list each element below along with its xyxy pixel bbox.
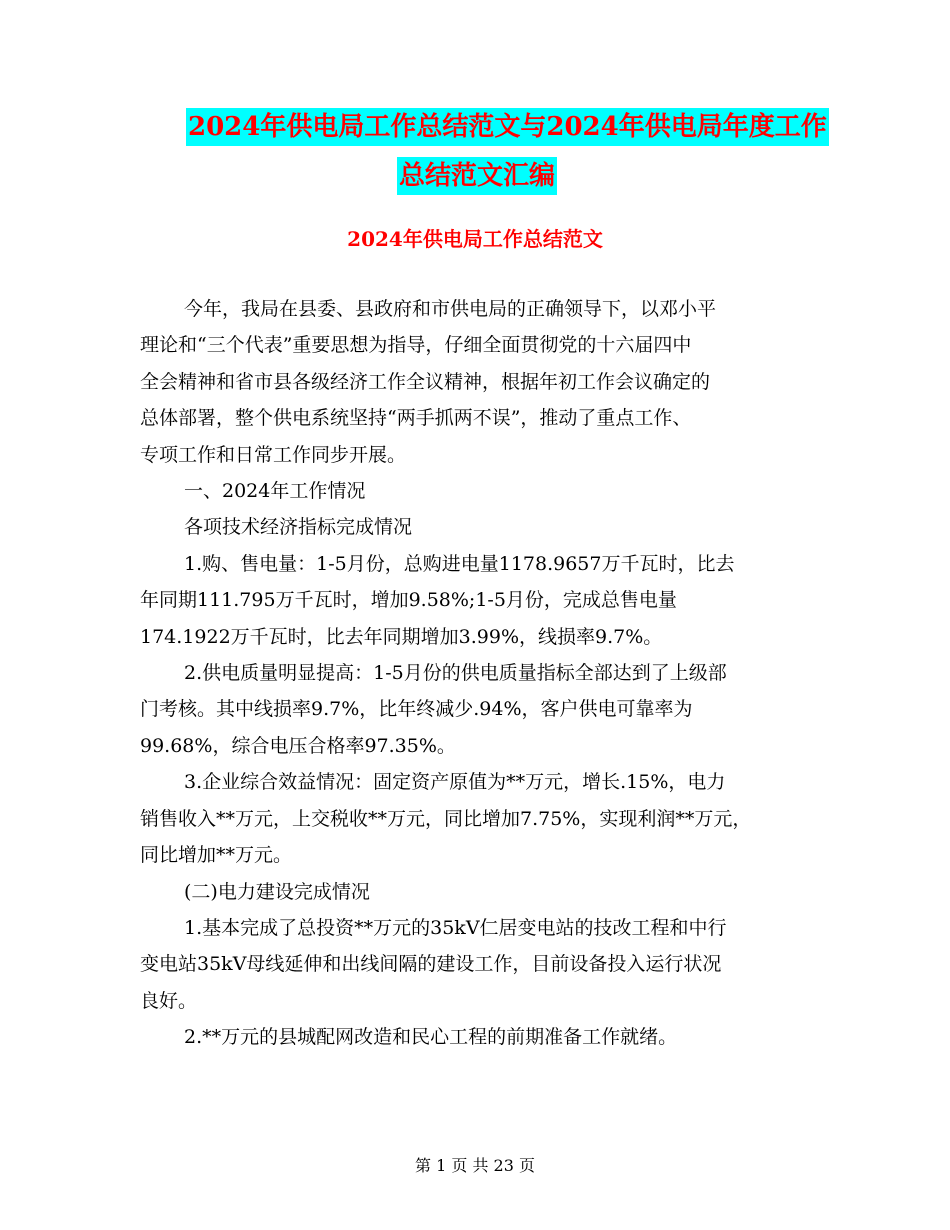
body-line: 年同期111.795万千瓦时，增加9.58%;1-5月份，完成总售电量	[140, 589, 677, 612]
body-line: 良好。	[140, 989, 198, 1012]
body-line: 总体部署，整个供电系统坚持“两手抓两不误”，推动了重点工作、	[140, 407, 692, 430]
document-body	[140, 291, 820, 1056]
body-paragraphs	[140, 291, 820, 1056]
document-title-line-1: 2024年供电局工作总结范文与2024年供电局年度工作	[186, 108, 829, 146]
body-line: 今年，我局在县委、县政府和市供电局的正确领导下，以邓小平	[184, 298, 717, 320]
body-line: 变电站35kV母线延伸和出线间隔的建设工作，目前设备投入运行状况	[140, 953, 722, 976]
body-line: 一、2024年工作情况	[184, 480, 366, 503]
body-line: 1.购、售电量：1-5月份，总购进电量1178.9657万千瓦时，比去	[184, 552, 735, 575]
body-line: 理论和“三个代表”重要思想为指导，仔细全面贯彻党的十六届四中	[140, 334, 692, 357]
body-line: 1.基本完成了总投资**万元的35kV仁居变电站的技改工程和中行	[184, 916, 727, 939]
body-line: 销售收入**万元，上交税收**万元，同比增加7.75%，实现利润**万元，	[140, 807, 752, 830]
body-line: 门考核。其中线损率9.7%，比年终减少.94%，客户供电可靠率为	[140, 698, 693, 721]
body-line: 2.供电质量明显提高：1-5月份的供电质量指标全部达到了上级部	[184, 662, 727, 685]
body-line: 2.**万元的县城配网改造和民心工程的前期准备工作就绪。	[184, 1026, 678, 1049]
document-title-line-2: 总结范文汇编	[397, 157, 557, 195]
body-line: 各项技术经济指标完成情况	[184, 516, 413, 539]
body-line: 专项工作和日常工作同步开展。	[140, 443, 407, 466]
body-line: 3.企业综合效益情况：固定资产原值为**万元，增长.15%，电力	[184, 771, 726, 794]
body-line: 99.68%，综合电压合格率97.35%。	[140, 734, 456, 757]
section-title: 2024年供电局工作总结范文	[347, 227, 603, 251]
body-line: 全会精神和省市县各级经济工作全议精神，根据年初工作会议确定的	[140, 370, 711, 393]
page-footer: 第 1 页 共 23 页	[415, 1156, 535, 1175]
body-line: (二)电力建设完成情况	[184, 880, 370, 903]
body-line: 同比增加**万元。	[140, 844, 293, 867]
body-line: 174.1922万千瓦时，比去年同期增加3.99%，线损率9.7%。	[140, 625, 663, 648]
